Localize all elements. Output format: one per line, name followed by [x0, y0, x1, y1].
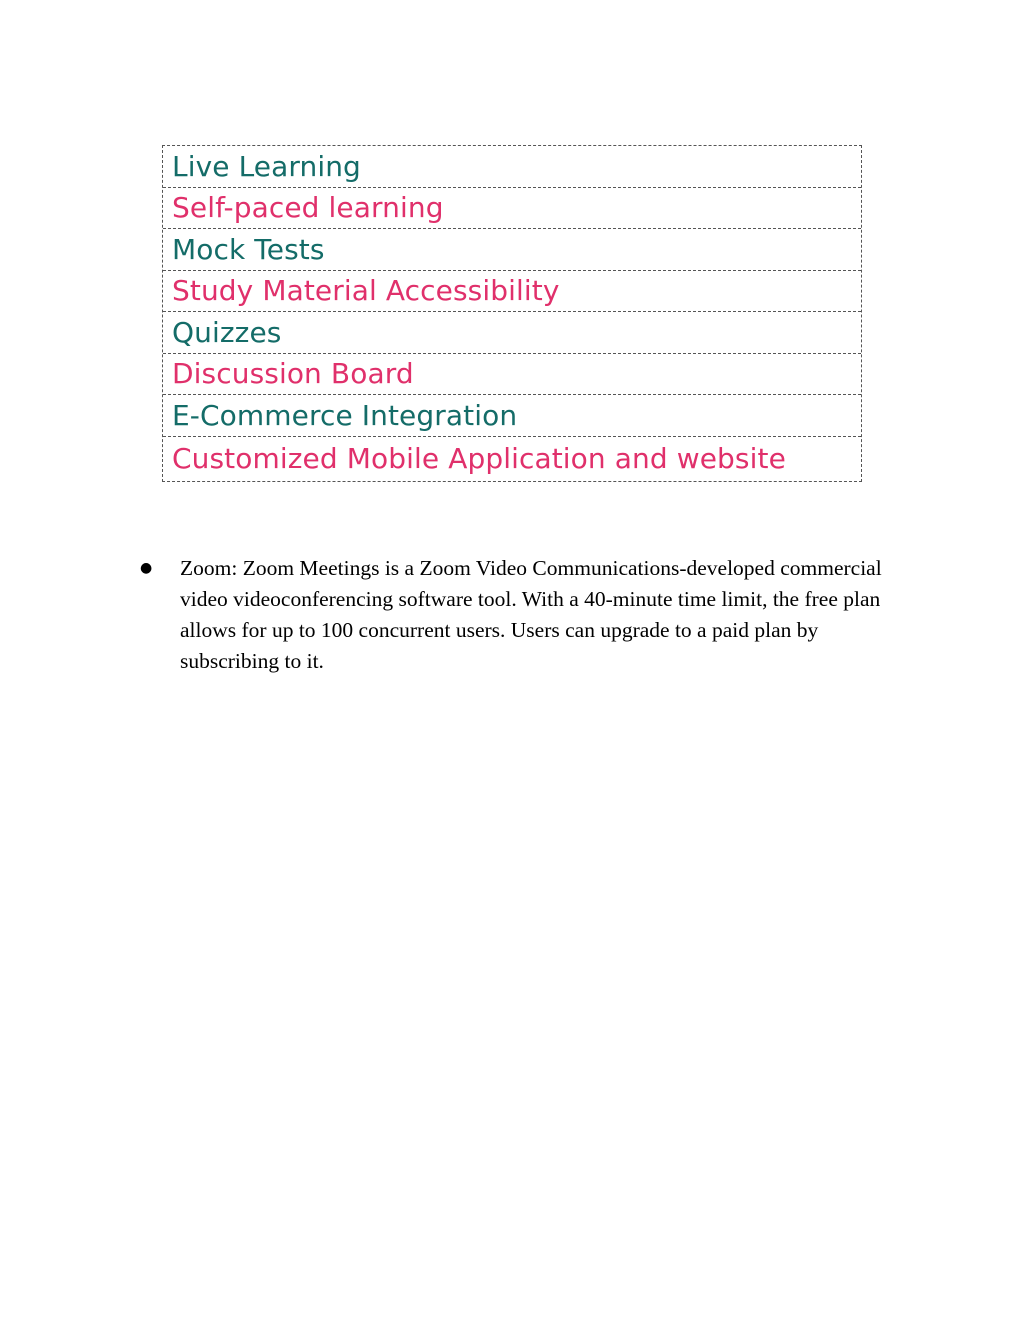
feature-row-study-material: Study Material Accessibility: [163, 271, 861, 313]
bullet-icon: ●: [140, 560, 153, 576]
feature-row-live-learning: Live Learning: [163, 146, 861, 188]
feature-row-mobile-app: Customized Mobile Application and website: [172, 442, 786, 475]
feature-row-ecommerce: E-Commerce Integration: [163, 395, 861, 437]
feature-row-mock-tests: Mock Tests: [163, 229, 861, 271]
feature-row-discussion-board: Discussion Board: [163, 354, 861, 396]
bullet-list: [140, 553, 910, 677]
list-item-text: Zoom: Zoom Meetings is a Zoom Video Communications-developed commercial video videoconferencing software tool. With a 40-minute time limit, the free plan allows for up to 100 concurrent users. Users can upgrade to a paid plan by subscribing to it.: [180, 556, 882, 673]
features-table: [162, 145, 862, 482]
feature-row-self-paced-learning: Self-paced learning: [163, 188, 861, 230]
feature-row-quizzes: Quizzes: [163, 312, 861, 354]
list-item: [140, 553, 910, 677]
